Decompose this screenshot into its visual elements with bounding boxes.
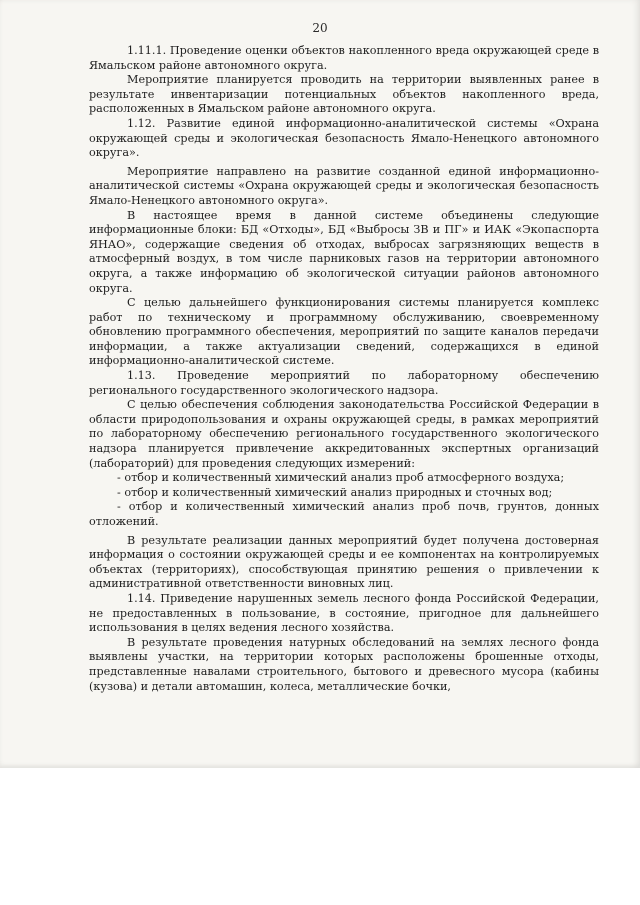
paragraph-1-14-text: В результате проведения натурных обследований на землях лесного фонда выявлены участки, на территории которых расположены брошенные отходы, представленные навалами строительного, бытового и древесного мусора (кабины (кузова) и детали автомашин, колеса, металлические бочки, <box>89 635 599 693</box>
paragraph-1-13-heading: 1.13. Проведение мероприятий по лабораторному обеспечению регионального государственного экологического надзора. <box>89 369 599 397</box>
list-item-air: - отбор и количественный химический анализ проб атмосферного воздуха; <box>117 471 565 485</box>
paragraph-1-13-text: С целью обеспечения соблюдения законодательства Российской Федерации в области природопользования и охраны окружающей среды, в рамках мероприятий по лабораторному обеспечению регионального государственного экологического надзора планируется привлечение аккредитованных экспертных организаций (лабораторий) для проведения следующих измерений: <box>89 398 599 470</box>
paragraph-1-11-1-heading: 1.11.1. Проведение оценки объектов накопленного вреда окружающей среде в Ямальском районе автономного округа. <box>89 44 599 72</box>
list-item-soil: - отбор и количественный химический анализ проб почв, грунтов, донных отложений. <box>89 500 599 528</box>
list-item-water: - отбор и количественный химический анализ природных и сточных вод; <box>117 485 553 499</box>
paragraph-1-13-result: В результате реализации данных мероприятий будет получена достоверная информация о состоянии окружающей среды и ее компонентах на контролируемых объектах (территориях), способствующая принятию решения о привлечении к административной ответственности виновных лиц. <box>89 533 599 591</box>
paragraph-1-11-1-text: Мероприятие планируется проводить на территории выявленных ранее в результате инвентаризации потенциальных объектов накопленного вреда, расположенных в Ямальском районе автономного округа. <box>89 73 599 116</box>
page-number: 20 <box>312 21 328 35</box>
paragraph-1-12-blocks: В настоящее время в данной системе объединены следующие информационные блоки: БД «Отходы», БД «Выбросы ЗВ и ПГ» и ИАК «Экопаспорта ЯНАО», содержащие сведения об отходах, выбросах загрязняющих веществ в атмосферный воздух, в том числе парниковых газов на территории автономного округа, а также информацию об экологической ситуации районов автономного округа. <box>89 208 599 295</box>
document-body <box>89 44 599 694</box>
paragraph-1-14-heading: 1.14. Приведение нарушенных земель лесного фонда Российской Федерации, не предоставленных в пользование, в состояние, пригодное для дальнейшего использования в целях ведения лесного хозяйства. <box>89 591 599 635</box>
paragraph-1-12-heading: 1.12. Развитие единой информационно-аналитической системы «Охрана окружающей среды и экологическая безопасность Ямало-Ненецкого автономного округа». <box>89 116 599 160</box>
paragraph-1-12-plans: С целью дальнейшего функционирования системы планируется комплекс работ по техническому и программному обслуживанию, своевременному обновлению программного обеспечения, мероприятий по защите каналов передачи информации, а также актуализации сведений, содержащихся в единой информационно-аналитической системе. <box>89 296 599 368</box>
paragraph-1-12-text: Мероприятие направлено на развитие созданной единой информационно-аналитической системы «Охрана окружающей среды и экологическая безопасность Ямало-Ненецкого автономного округа». <box>89 164 599 207</box>
